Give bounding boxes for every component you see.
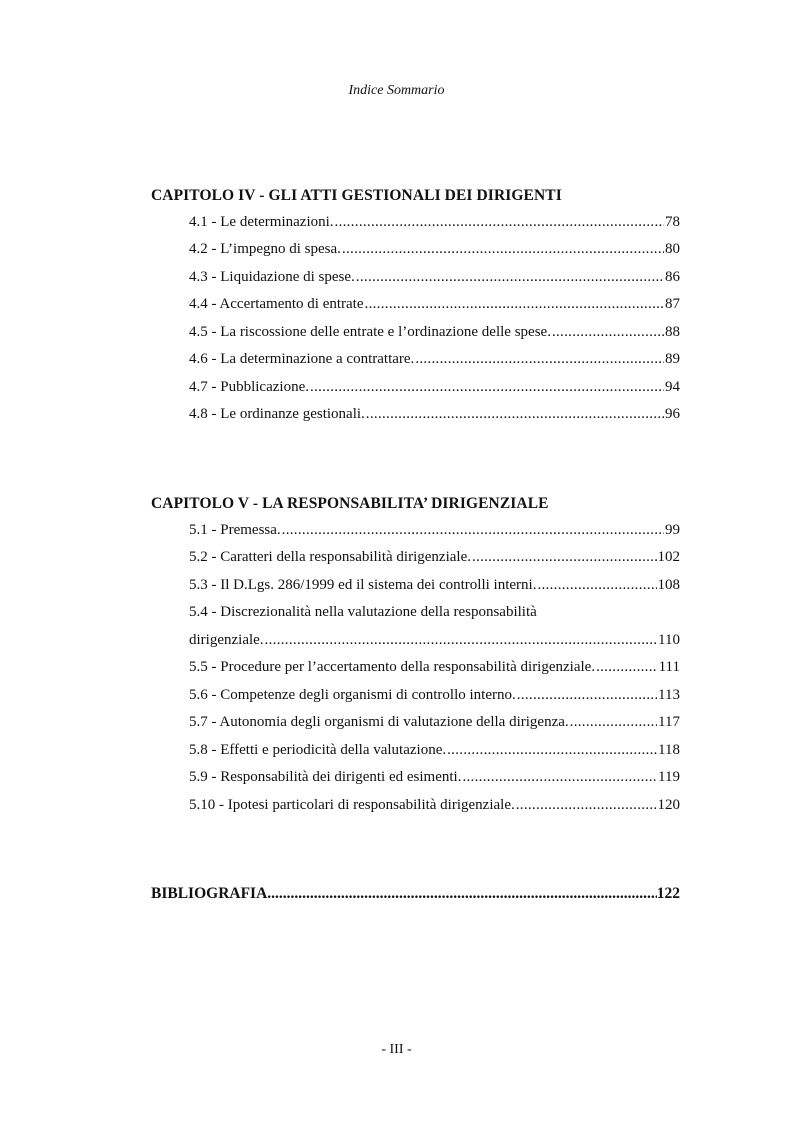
toc-entry-text: 5.6 - Competenze degli organismi di controllo interno. <box>189 687 516 703</box>
chapter-v-title: CAPITOLO V - LA RESPONSABILITA’ DIRIGENZIALE <box>151 495 549 512</box>
running-header: Indice Sommario <box>348 83 445 98</box>
toc-page-number: 118 <box>658 742 680 758</box>
dot-leader <box>366 406 664 423</box>
dot-leader <box>537 577 656 594</box>
toc-entry-4-2[interactable] <box>189 241 680 261</box>
toc-page-number: 89 <box>665 351 680 367</box>
toc-entry-text: 4.7 - Pubblicazione. <box>189 379 309 395</box>
dot-leader <box>282 522 664 539</box>
dot-leader <box>552 324 664 341</box>
dot-leader <box>570 714 657 731</box>
toc-page-number: 78 <box>665 214 680 230</box>
dot-leader <box>517 687 657 704</box>
toc-entry-4-5[interactable] <box>189 324 680 344</box>
toc-entry-text: 4.3 - Liquidazione di spese. <box>189 269 355 285</box>
toc-page-number: 119 <box>658 769 680 785</box>
toc-page-number: 80 <box>665 241 680 257</box>
chapter-iv-title: CAPITOLO IV - GLI ATTI GESTIONALI DEI DIRIGENTI <box>151 187 562 204</box>
toc-entry-4-6[interactable] <box>189 351 680 371</box>
toc-entry-text: 5.4 - Discrezionalità nella valutazione della responsabilità <box>189 604 537 620</box>
toc-page-number: 94 <box>665 379 680 395</box>
toc-entry-text: 4.6 - La determinazione a contrattare. <box>189 351 415 367</box>
toc-entry-text: 5.1 - Premessa. <box>189 522 281 538</box>
toc-entry-5-1[interactable] <box>189 522 680 542</box>
toc-entry-bibliography[interactable] <box>151 885 680 905</box>
dot-leader <box>447 742 657 759</box>
toc-page-number: 111 <box>658 659 680 675</box>
toc-entry-4-8[interactable] <box>189 406 680 426</box>
toc-page-number: 88 <box>665 324 680 340</box>
toc-entry-text: BIBLIOGRAFIA <box>151 885 268 902</box>
toc-page-number: 122 <box>656 885 680 902</box>
toc-entry-text: 5.9 - Responsabilità dei dirigenti ed esimenti. <box>189 769 462 785</box>
toc-page-number: 102 <box>657 549 680 565</box>
toc-page-number: 110 <box>658 632 680 648</box>
toc-entry-text: dirigenziale. <box>189 632 264 648</box>
toc-entry-text: 4.8 - Le ordinanze gestionali. <box>189 406 365 422</box>
toc-entry-5-5[interactable] <box>189 659 680 679</box>
toc-entry-5-2[interactable] <box>189 549 680 569</box>
toc-entry-5-4-line1[interactable] <box>189 604 680 624</box>
toc-entry-text: 5.5 - Procedure per l’accertamento della responsabilità dirigenziale. <box>189 659 596 675</box>
toc-entry-4-4[interactable] <box>189 296 680 316</box>
toc-entry-5-6[interactable] <box>189 687 680 707</box>
toc-page-number: 113 <box>658 687 680 703</box>
toc-entry-5-4-line2[interactable] <box>189 632 680 652</box>
toc-page-number: 87 <box>665 296 680 312</box>
dot-leader <box>356 269 664 286</box>
dot-leader <box>415 351 664 368</box>
toc-page-number: 99 <box>665 522 680 538</box>
toc-entry-4-1[interactable] <box>189 214 680 234</box>
toc-entry-text: 4.2 - L’impegno di spesa. <box>189 241 341 257</box>
toc-entry-5-9[interactable] <box>189 769 680 789</box>
dot-leader <box>596 659 658 676</box>
toc-entry-4-7[interactable] <box>189 379 680 399</box>
toc-entry-text: 5.7 - Autonomia degli organismi di valutazione della dirigenza. <box>189 714 569 730</box>
toc-entry-5-3[interactable] <box>189 577 680 597</box>
dot-leader <box>365 296 664 313</box>
toc-page-number: 108 <box>657 577 680 593</box>
dot-leader <box>516 797 657 814</box>
toc-entry-text: 4.5 - La riscossione delle entrate e l’ordinazione delle spese. <box>189 324 551 340</box>
dot-leader <box>267 885 656 903</box>
dot-leader <box>462 769 657 786</box>
dot-leader <box>472 549 657 566</box>
toc-page-number: 117 <box>658 714 680 730</box>
toc-entry-5-8[interactable] <box>189 742 680 762</box>
toc-page-number: 96 <box>665 406 680 422</box>
toc-entry-text: 5.2 - Caratteri della responsabilità dirigenziale. <box>189 549 471 565</box>
dot-leader <box>310 379 664 396</box>
toc-entry-text: 4.4 - Accertamento di entrate <box>189 296 364 312</box>
toc-entry-text: 5.3 - Il D.Lgs. 286/1999 ed il sistema dei controlli interni. <box>189 577 537 593</box>
toc-entry-text: 5.10 - Ipotesi particolari di responsabilità dirigenziale. <box>189 797 515 813</box>
toc-entry-5-7[interactable] <box>189 714 680 734</box>
toc-entry-4-3[interactable] <box>189 269 680 289</box>
toc-entry-text: 4.1 - Le determinazioni. <box>189 214 334 230</box>
toc-entry-5-10[interactable] <box>189 797 680 817</box>
toc-entry-text: 5.8 - Effetti e periodicità della valutazione. <box>189 742 447 758</box>
toc-page-number: 86 <box>665 269 680 285</box>
page-number-footer: - III - <box>381 1042 412 1057</box>
dot-leader <box>342 241 664 258</box>
dot-leader <box>265 632 658 649</box>
dot-leader <box>335 214 664 231</box>
toc-page-number: 120 <box>657 797 680 813</box>
